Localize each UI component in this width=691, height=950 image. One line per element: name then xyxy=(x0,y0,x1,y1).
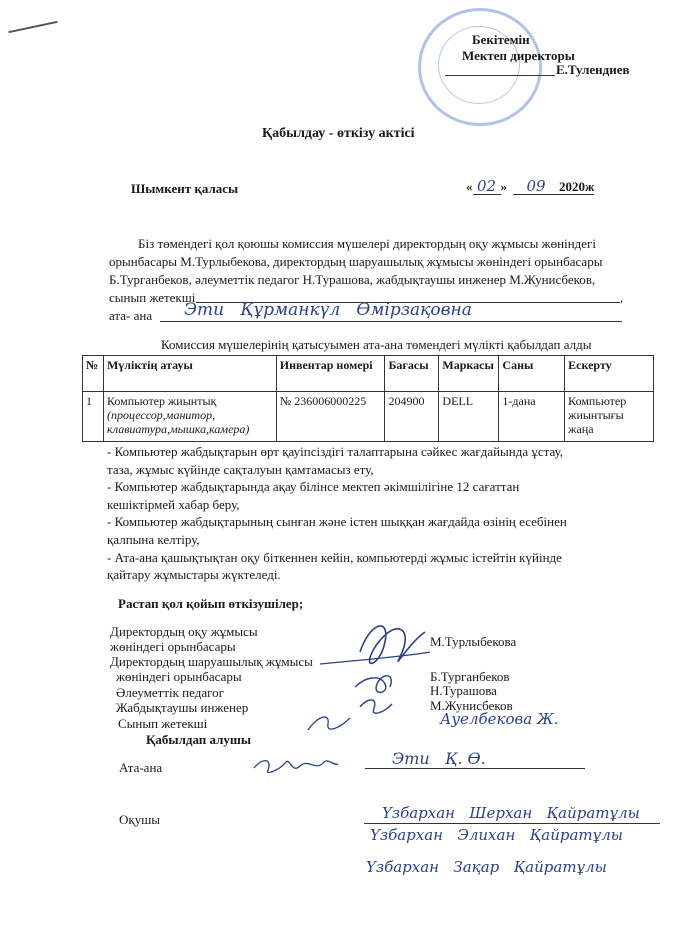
signer-1-title-b: жөніндегі орынбасары xyxy=(110,639,236,654)
signer-4-name: М.Жунисбеков xyxy=(430,698,513,713)
document-title: Қабылдау - өткізу актісі xyxy=(262,126,415,141)
duty-3a: - Компьютер жабдықтарының сынған және істен шыққан жағдайда өзінің есебінен xyxy=(107,514,567,530)
duty-1a: - Компьютер жабдықтарын өрт қауіпсіздігі талаптарына сәйкес жағдайында ұстау, xyxy=(107,444,564,459)
signer-2-name: Б.Турганбеков xyxy=(430,669,510,684)
duty-1b: таза, жұмыс күйінде сақталуын қамтамасыз ету, xyxy=(107,461,374,477)
approval-position: Мектеп директоры xyxy=(462,48,575,63)
header-number: № xyxy=(83,356,104,392)
receiver-heading: Қабылдап алушы xyxy=(146,732,252,747)
confirm-heading: Растап қол қойып өткізушілер; xyxy=(118,596,304,611)
parent-handwritten-name: Эти Құрманкүл Өмірзақовна xyxy=(184,300,472,320)
duty-3b: қалпына келтіру, xyxy=(107,531,200,547)
date xyxy=(466,178,594,195)
signer-5-name: Ауелбекова Ж. xyxy=(440,710,559,728)
teacher-line-end: , xyxy=(620,290,624,305)
student-name-2: Үзбархан Элихан Қайратұлы xyxy=(370,826,623,844)
approval-label: Бекітемін xyxy=(472,32,530,47)
header-price: Бағасы xyxy=(385,356,439,392)
student-name-3: Үзбархан Зақар Қайратұлы xyxy=(366,858,607,876)
cell-note: Компьютер жиынтығы жаңа xyxy=(565,392,654,442)
item-name: Компьютер жиынтық xyxy=(106,394,217,408)
cell-item-name xyxy=(103,392,276,442)
scan-mark xyxy=(8,21,57,33)
cell-brand: DELL xyxy=(439,392,499,442)
intro-line-1: Біз төмендегі қол қоюшы комиссия мүшелері директордың оқу жұмысы жөніндегі xyxy=(138,236,597,251)
header-quantity: Саны xyxy=(499,356,565,392)
signatures-graphic xyxy=(300,612,520,752)
duty-2b: кешіктірмей хабар беру, xyxy=(107,496,240,512)
intro-line-3: Б.Турганбеков, әлеуметтік педагог Н.Турашова, жабдықтаушы инженер М.Жунисбеков, xyxy=(109,272,596,287)
duty-4a: - Ата-ана қашықтықтан оқу біткеннен кейін, компьютерді жұмыс істейтін күйінде xyxy=(107,549,562,565)
cell-quantity: 1-дана xyxy=(499,392,565,442)
date-month: 09 xyxy=(513,178,559,195)
header-brand: Маркасы xyxy=(439,356,499,392)
signer-3-title: Әлеуметтік педагог xyxy=(116,685,224,700)
teacher-label: сынып жетекші xyxy=(109,290,196,305)
signer-3-name: Н.Турашова xyxy=(430,683,497,698)
table-row xyxy=(83,392,654,442)
signer-1-name: М.Турлыбекова xyxy=(430,634,517,649)
student-label: Оқушы xyxy=(119,812,160,827)
duty-2a: - Компьютер жабдықтарында ақау білінсе мектеп әкімшілігіне 12 сағаттан xyxy=(107,479,520,495)
parent-name-line xyxy=(365,768,585,769)
student-line-1 xyxy=(364,823,660,824)
commission-sentence: Комиссия мүшелерінің қатысуымен ата-ана төмендегі мүлікті қабылдап алды xyxy=(161,337,592,352)
header-note: Ескерту xyxy=(565,356,654,392)
parent-blank-line xyxy=(160,321,622,322)
parent-name: Эти Қ. Ө. xyxy=(392,749,486,768)
header-inventory: Инвентар номері xyxy=(276,356,385,392)
intro-line-2: орынбасары М.Турлыбекова, директордың шаруашылық жұмысы жөніндегі орынбасары xyxy=(109,254,603,269)
date-close-quote: » xyxy=(500,179,507,194)
signer-2-title-b: жөніндегі орынбасары xyxy=(116,669,242,684)
signer-1-title-a: Директордың оқу жұмысы xyxy=(110,624,258,639)
signer-5-title: Сынып жетекші xyxy=(118,716,208,731)
signer-4-title: Жабдықтаушы инженер xyxy=(116,700,249,715)
parent-label-intro: ата- ана xyxy=(109,308,153,323)
table-header-row xyxy=(83,356,654,392)
parent-label: Ата-ана xyxy=(119,760,163,775)
approval-signer: Е.Тулендиев xyxy=(556,62,630,77)
cell-number: 1 xyxy=(83,392,104,442)
duty-4b: қайтару жұмыстары жүктеледі. xyxy=(107,567,281,583)
date-day: 02 xyxy=(473,178,501,195)
date-year: 2020ж xyxy=(559,179,595,194)
date-open-quote: « xyxy=(466,179,473,194)
cell-price: 204900 xyxy=(385,392,439,442)
signer-2-title-a: Директордың шаруашылық жұмысы xyxy=(110,654,313,669)
item-detail: (процессор,манитор, клавиатура,мышка,камера) xyxy=(106,408,250,436)
cell-inventory: № 236006000225 xyxy=(276,392,385,442)
property-table xyxy=(82,355,654,442)
approval-signature-line xyxy=(445,75,555,76)
city: Шымкент қаласы xyxy=(131,181,239,196)
student-name-1: Үзбархан Шерхан Қайратұлы xyxy=(382,804,640,822)
duties-block xyxy=(107,443,567,584)
header-item-name: Мүліктің атауы xyxy=(103,356,276,392)
parent-signature-graphic xyxy=(250,752,340,778)
